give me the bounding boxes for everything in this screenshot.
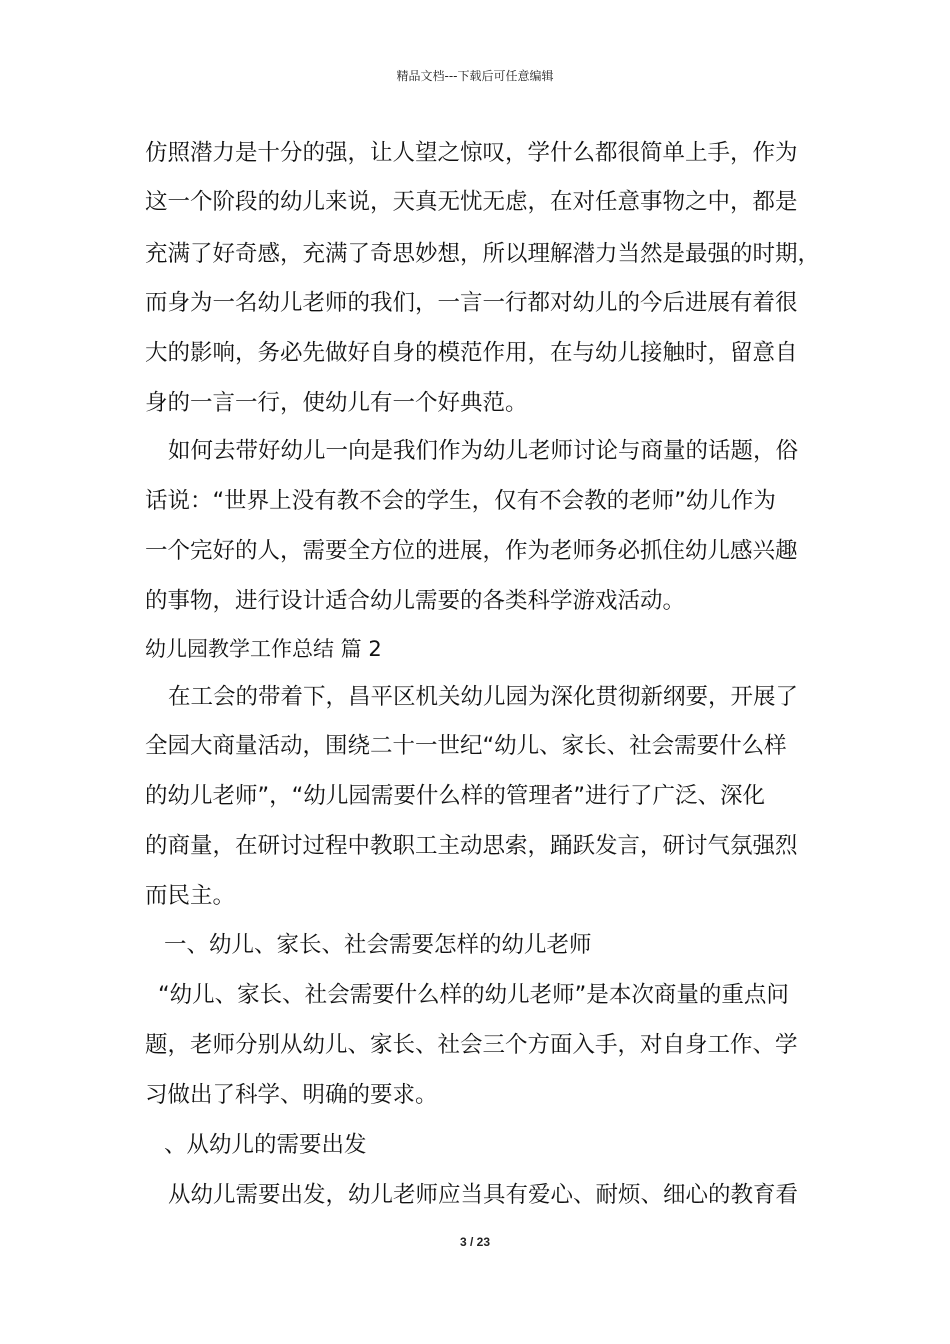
paragraph-line: 如何去带好幼儿一向是我们作为幼儿老师讨论与商量的话题，俗 (168, 438, 799, 464)
paragraph-line: “幼儿、家长、社会需要什么样的幼儿老师”是本次商量的重点问 (158, 982, 789, 1008)
page-header: 精品文档---下载后可任意编辑 (396, 69, 554, 83)
paragraph-line: 在工会的带着下，昌平区机关幼儿园为深化贯彻新纲要，开展了 (168, 684, 799, 710)
paragraph-line: 习做出了科学、明确的要求。 (145, 1082, 438, 1108)
paragraph-line: 全园大商量活动，围绕二十一世纪“幼儿、家长、社会需要什么样 (145, 733, 787, 759)
subheading: 一、幼儿、家长、社会需要怎样的幼儿老师 (164, 932, 592, 958)
paragraph-line: 话说：“世界上没有教不会的学生，仅有不会教的老师”幼儿作为 (145, 488, 776, 514)
paragraph-line: 这一个阶段的幼儿来说，天真无忧无虑，在对任意事物之中，都是 (145, 189, 798, 215)
paragraph-line: 大的影响，务必先做好自身的模范作用，在与幼儿接触时，留意自 (145, 340, 798, 366)
paragraph-line: 题，老师分别从幼儿、家长、社会三个方面入手，对自身工作、学 (145, 1032, 798, 1058)
paragraph-line: 充满了好奇感，充满了奇思妙想，所以理解潜力当然是最强的时期， (145, 241, 821, 267)
paragraph-line: 而身为一名幼儿老师的我们，一言一行都对幼儿的今后进展有着很 (145, 290, 798, 316)
subheading: 、从幼儿的需要出发 (164, 1132, 367, 1158)
paragraph-line: 一个完好的人，需要全方位的进展，作为老师务必抓住幼儿感兴趣 (145, 538, 798, 564)
paragraph-line: 仿照潜力是十分的强，让人望之惊叹，学什么都很简单上手，作为 (145, 140, 798, 166)
paragraph-line: 的幼儿老师”，“幼儿园需要什么样的管理者”进行了广泛、深化 (145, 783, 765, 809)
page-number: 3 / 23 (459, 1235, 491, 1249)
paragraph-line: 从幼儿需要出发，幼儿老师应当具有爱心、耐烦、细心的教育看 (168, 1182, 799, 1208)
paragraph-line: 身的一言一行，使幼儿有一个好典范。 (145, 390, 528, 416)
paragraph-line: 的商量，在研讨过程中教职工主动思索，踊跃发言，研讨气氛强烈 (145, 833, 798, 859)
paragraph-line: 的事物，进行设计适合幼儿需要的各类科学游戏活动。 (145, 588, 686, 614)
section-title: 幼儿园教学工作总结 篇 2 (145, 637, 382, 661)
paragraph-line: 而民主。 (145, 883, 236, 909)
